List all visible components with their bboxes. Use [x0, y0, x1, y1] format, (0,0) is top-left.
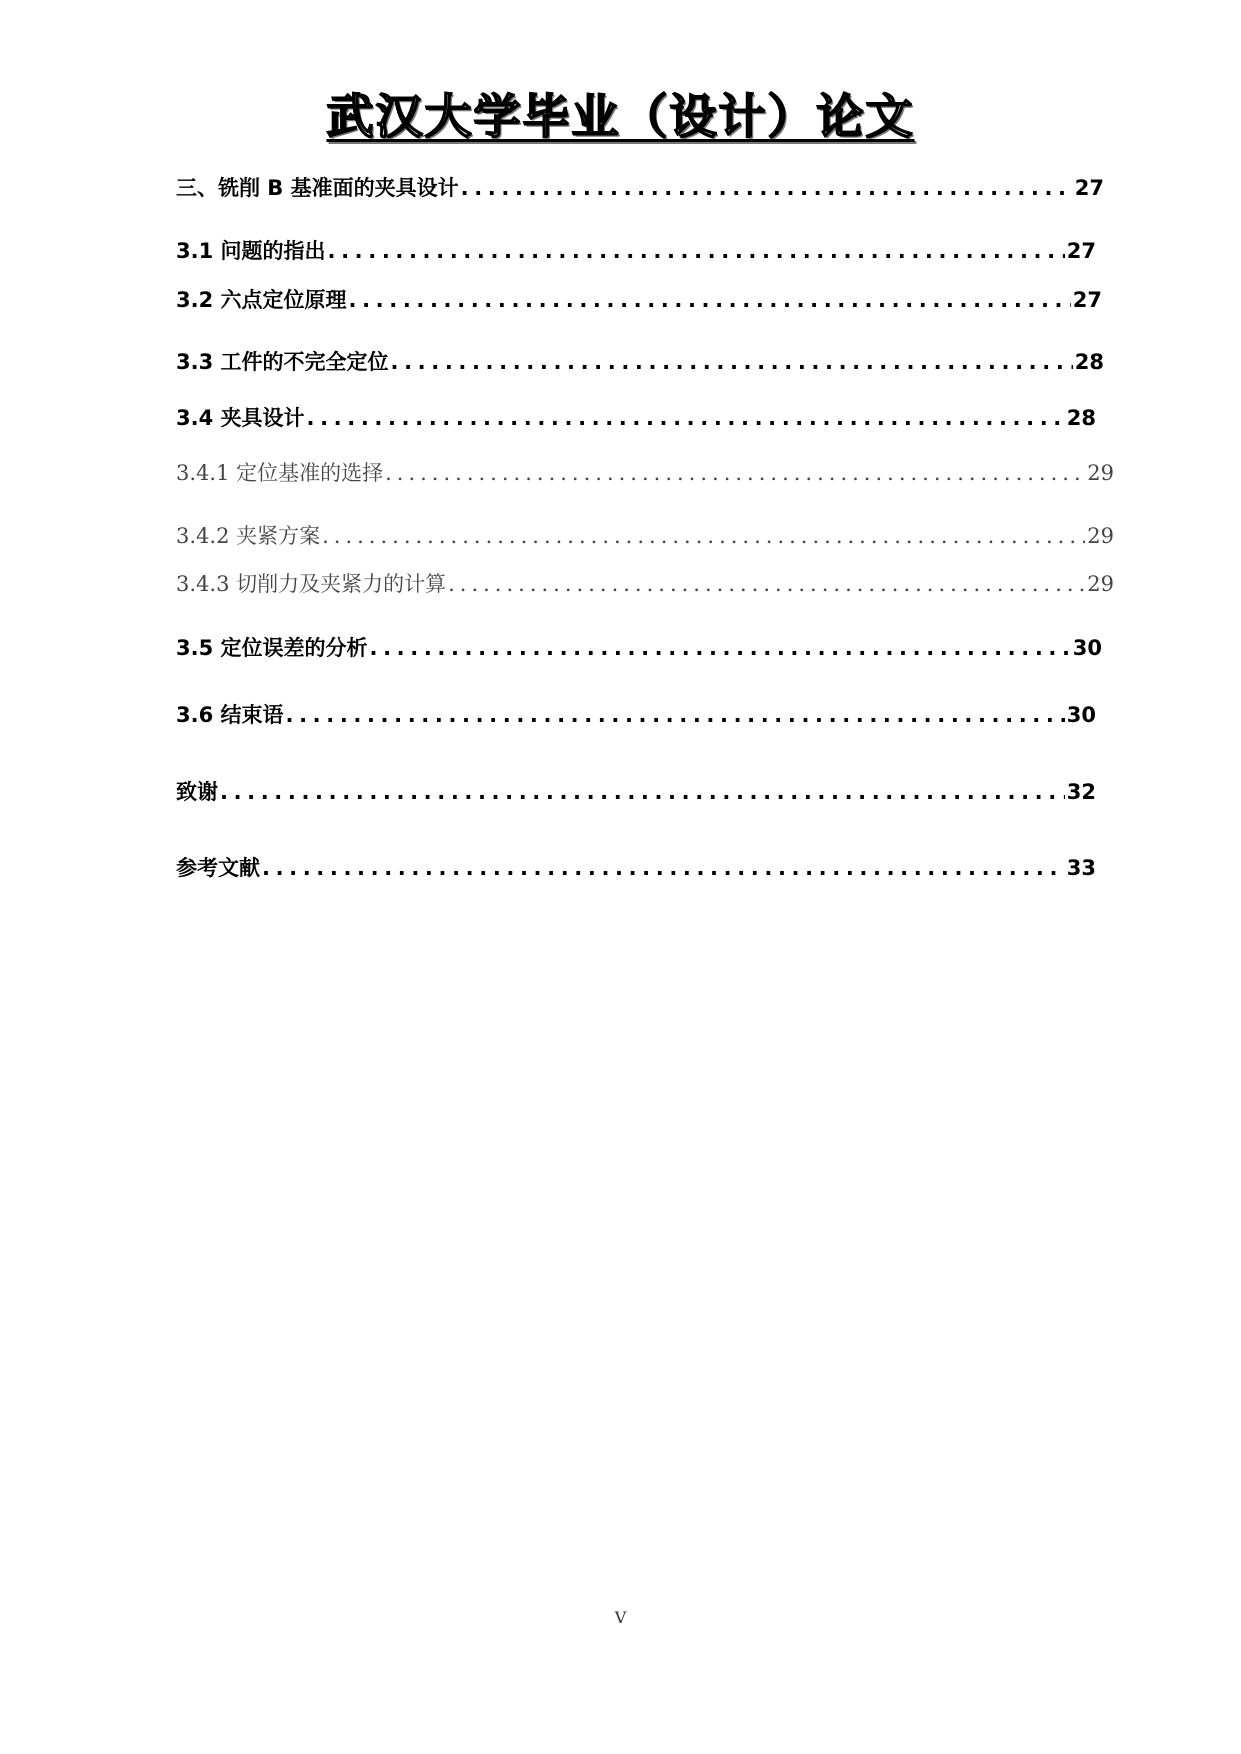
footer-page-number: V — [614, 1608, 627, 1627]
toc-entry-references[interactable] — [176, 853, 1096, 883]
toc-entry-page-number: 30 — [1066, 703, 1096, 727]
toc-entry-3-2[interactable] — [176, 285, 1102, 315]
page-title-text: 武汉大学毕业（设计）论文 — [326, 90, 915, 145]
toc-entry-label: 3.5 定位误差的分析 — [176, 636, 368, 660]
toc-dot-leader — [322, 521, 1085, 551]
toc-entry-label: 3.1 问题的指出 — [176, 239, 326, 263]
toc-entry-label: 3.4.1 定位基准的选择 — [176, 461, 384, 485]
toc-entry-chapter-3[interactable] — [176, 173, 1104, 203]
toc-entry-page-number: 30 — [1072, 636, 1102, 660]
toc-entry-3-4-2[interactable] — [176, 521, 1114, 551]
toc-entry-label: 3.2 六点定位原理 — [176, 288, 347, 312]
toc-entry-label: 3.6 结束语 — [176, 703, 284, 727]
toc-entry-3-1[interactable] — [176, 236, 1096, 266]
toc-entry-3-3[interactable] — [176, 347, 1104, 377]
toc-entry-label: 3.4.2 夹紧方案 — [176, 524, 321, 548]
toc-entry-3-6[interactable] — [176, 700, 1096, 730]
toc-entry-page-number: 33 — [1066, 856, 1096, 880]
toc-dot-leader — [262, 853, 1065, 883]
toc-entry-page-number: 29 — [1087, 572, 1114, 596]
toc-entry-page-number: 28 — [1074, 350, 1104, 374]
toc-entry-label: 3.3 工件的不完全定位 — [176, 350, 389, 374]
toc-dot-leader — [307, 403, 1065, 433]
toc-dot-leader — [461, 173, 1073, 203]
toc-dot-leader — [220, 777, 1065, 807]
toc-entry-page-number: 29 — [1087, 524, 1114, 548]
toc-entry-page-number: 29 — [1087, 461, 1114, 485]
toc-dot-leader — [370, 633, 1071, 663]
page-title — [0, 88, 1241, 148]
toc-dot-leader — [385, 458, 1085, 488]
toc-entry-page-number: 27 — [1072, 288, 1102, 312]
toc-entry-3-4[interactable] — [176, 403, 1096, 433]
toc-entry-page-number: 32 — [1066, 780, 1096, 804]
toc-entry-3-5[interactable] — [176, 633, 1102, 663]
toc-entry-3-4-3[interactable] — [176, 569, 1114, 599]
toc-entry-label: 3.4 夹具设计 — [176, 406, 305, 430]
toc-entry-label: 3.4.3 切削力及夹紧力的计算 — [176, 572, 447, 596]
toc-entry-acknowledgements[interactable] — [176, 777, 1096, 807]
toc-entry-page-number: 28 — [1066, 406, 1096, 430]
toc-entry-label: 参考文献 — [176, 856, 260, 880]
toc-dot-leader — [448, 569, 1085, 599]
toc-dot-leader — [328, 236, 1065, 266]
toc-dot-leader — [349, 285, 1071, 315]
toc-entry-page-number: 27 — [1074, 176, 1104, 200]
toc-entry-page-number: 27 — [1066, 239, 1096, 263]
toc-dot-leader — [286, 700, 1065, 730]
toc-entry-3-4-1[interactable] — [176, 458, 1114, 488]
toc-entry-label: 三、铣削 B 基准面的夹具设计 — [176, 176, 459, 200]
toc-dot-leader — [391, 347, 1073, 377]
toc-entry-label: 致谢 — [176, 780, 218, 804]
